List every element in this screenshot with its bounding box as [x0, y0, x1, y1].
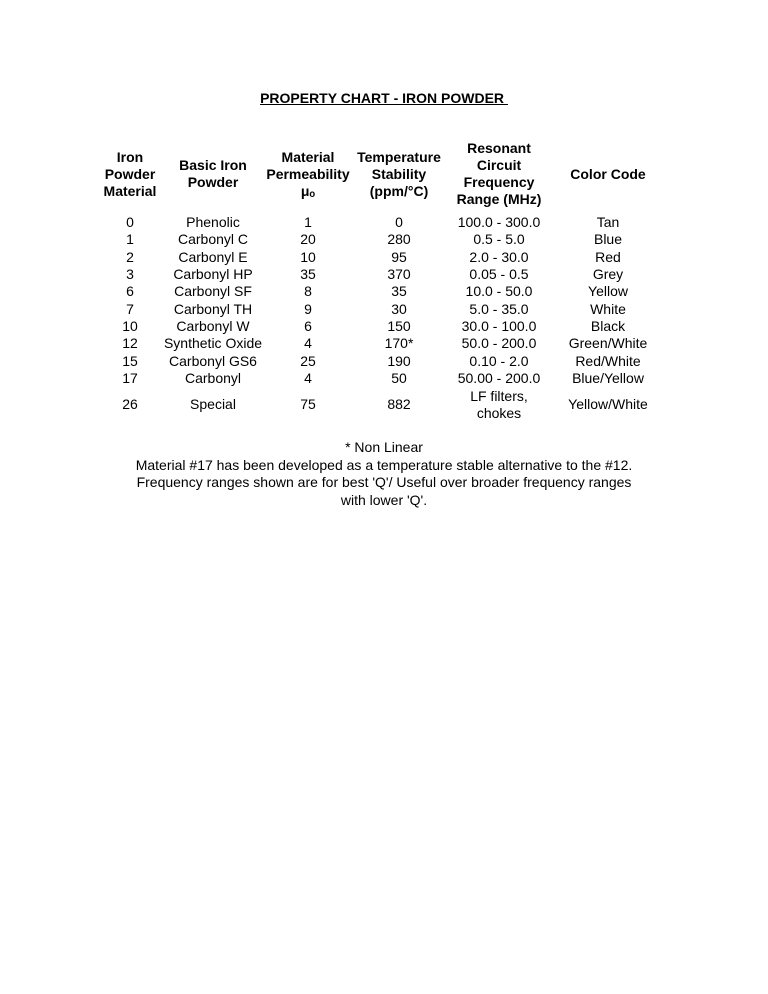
- cell-basic: Carbonyl: [184, 369, 242, 386]
- cell-color: Tan: [596, 214, 620, 231]
- column-header-line: Frequency: [463, 174, 535, 190]
- cell-temp: 95: [391, 248, 407, 265]
- cell-line: 10.0 - 50.0: [465, 283, 533, 300]
- cell-basic: Special: [190, 396, 236, 413]
- cell-basic: Phenolic: [186, 214, 240, 231]
- table-row: [97, 249, 663, 266]
- column-header-line: Color Code: [570, 165, 646, 182]
- cell-line: 0.10 - 2.0: [469, 352, 529, 369]
- cell-temp: 0: [395, 214, 403, 231]
- cell-iron: 26: [122, 396, 138, 413]
- cell-line: 5.0 - 35.0: [469, 300, 529, 317]
- property-table: [97, 134, 663, 423]
- column-header-line: Basic Iron: [179, 157, 247, 173]
- cell-perm: 1: [304, 214, 312, 231]
- cell-iron: 0: [126, 214, 134, 231]
- cell-freq: [445, 370, 553, 387]
- column-header-line: Iron: [116, 148, 144, 165]
- cell-line: 0.05 - 0.5: [469, 266, 529, 283]
- column-header-iron: [97, 134, 163, 214]
- column-header-line: (ppm/°C): [369, 182, 429, 199]
- cell-color: White: [590, 300, 626, 317]
- cell-perm: 4: [304, 335, 312, 352]
- table-row: [97, 231, 663, 248]
- cell-freq: [445, 231, 553, 248]
- cell-color: Red/White: [575, 352, 641, 369]
- column-header-line: Range (MHz): [456, 191, 542, 207]
- cell-color: Grey: [592, 266, 624, 283]
- table-row: [97, 370, 663, 387]
- column-header-line: Permeability: [266, 165, 350, 182]
- cell-line: chokes: [476, 404, 522, 421]
- cell-iron: 1: [126, 231, 134, 248]
- cell-temp: 35: [391, 283, 407, 300]
- cell-freq: [445, 283, 553, 300]
- cell-perm: 6: [304, 317, 312, 334]
- cell-perm: 20: [300, 231, 316, 248]
- cell-freq: [445, 249, 553, 266]
- cell-basic: Carbonyl W: [176, 317, 250, 334]
- table-row: [97, 335, 663, 352]
- cell-line: 50.0 - 200.0: [461, 335, 537, 352]
- cell-line: 2.0 - 30.0: [469, 248, 529, 265]
- cell-freq: [445, 352, 553, 369]
- page-title: PROPERTY CHART - IRON POWDER: [260, 90, 508, 106]
- cell-line: 30.0 - 100.0: [461, 317, 537, 334]
- cell-iron: 7: [126, 300, 134, 317]
- cell-basic: Carbonyl GS6: [169, 352, 257, 369]
- table-row: [97, 387, 663, 423]
- column-header-color: [553, 134, 663, 214]
- footnote-nonlinear: * Non Linear: [345, 439, 423, 455]
- column-header-line: Powder: [104, 165, 156, 182]
- cell-perm: 10: [300, 248, 316, 265]
- cell-temp: 30: [391, 300, 407, 317]
- cell-perm: 35: [300, 266, 316, 283]
- column-header-line: Material: [281, 148, 335, 165]
- cell-freq: [445, 387, 553, 423]
- column-header-temp: [353, 134, 445, 214]
- column-header-line: Resonant: [467, 140, 531, 156]
- cell-perm: 25: [300, 352, 316, 369]
- cell-iron: 15: [122, 352, 138, 369]
- cell-basic: Carbonyl TH: [173, 300, 253, 317]
- column-header-line: Powder: [187, 174, 239, 190]
- cell-freq: [445, 318, 553, 335]
- column-header-perm: [263, 134, 353, 214]
- cell-color: Red: [595, 248, 621, 265]
- table-row: [97, 352, 663, 369]
- cell-temp: 190: [387, 352, 411, 369]
- column-header-line: Stability: [371, 165, 427, 182]
- column-header-line: Temperature: [357, 148, 441, 165]
- cell-temp: 50: [391, 369, 407, 386]
- cell-iron: 10: [122, 317, 138, 334]
- cell-basic: Carbonyl E: [178, 248, 248, 265]
- cell-perm: 75: [300, 396, 316, 413]
- cell-perm: 8: [304, 283, 312, 300]
- cell-iron: 17: [122, 369, 138, 386]
- column-header-line: μₒ: [300, 182, 316, 199]
- cell-line: 0.5 - 5.0: [473, 231, 525, 248]
- table-body: [97, 214, 663, 423]
- notes-section: [0, 439, 768, 509]
- cell-freq: [445, 214, 553, 231]
- cell-temp: 170*: [384, 335, 414, 352]
- cell-color: Yellow: [588, 283, 628, 300]
- cell-basic: Carbonyl HP: [173, 266, 253, 283]
- cell-line: LF filters,: [470, 387, 528, 404]
- table-row: [97, 283, 663, 300]
- cell-freq: [445, 266, 553, 283]
- cell-perm: 9: [304, 300, 312, 317]
- note-line: with lower 'Q'.: [340, 491, 428, 508]
- column-header-basic: [163, 134, 263, 214]
- cell-temp: 280: [387, 231, 411, 248]
- cell-iron: 3: [126, 266, 134, 283]
- cell-iron: 6: [126, 283, 134, 300]
- cell-perm: 4: [304, 369, 312, 386]
- cell-temp: 370: [387, 266, 411, 283]
- note-line: Material #17 has been developed as a temperature stable alternative to the #12.: [135, 456, 633, 473]
- note-line: Frequency ranges shown are for best 'Q'/ Useful over broader frequency ranges: [136, 474, 632, 490]
- cell-line: 100.0 - 300.0: [457, 214, 541, 231]
- cell-color: Blue: [593, 231, 623, 248]
- cell-freq: [445, 300, 553, 317]
- table-row: [97, 318, 663, 335]
- cell-temp: 882: [387, 396, 411, 413]
- cell-basic: Synthetic Oxide: [163, 335, 263, 352]
- cell-iron: 2: [126, 248, 134, 265]
- cell-temp: 150: [387, 317, 411, 334]
- table-row: [97, 214, 663, 231]
- cell-basic: Carbonyl SF: [174, 283, 252, 300]
- table-row: [97, 266, 663, 283]
- cell-color: Black: [590, 317, 626, 334]
- cell-color: Green/White: [568, 335, 648, 352]
- cell-line: 50.00 - 200.0: [457, 369, 541, 386]
- cell-iron: 12: [122, 335, 138, 352]
- column-header-line: Circuit: [476, 157, 522, 173]
- cell-color: Yellow/White: [568, 396, 648, 413]
- column-header-freq: [445, 134, 553, 214]
- table-header-row: [97, 134, 663, 214]
- cell-basic: Carbonyl C: [177, 231, 249, 248]
- cell-color: Blue/Yellow: [572, 369, 644, 386]
- cell-freq: [445, 335, 553, 352]
- column-header-line: Material: [103, 182, 157, 199]
- table-row: [97, 300, 663, 317]
